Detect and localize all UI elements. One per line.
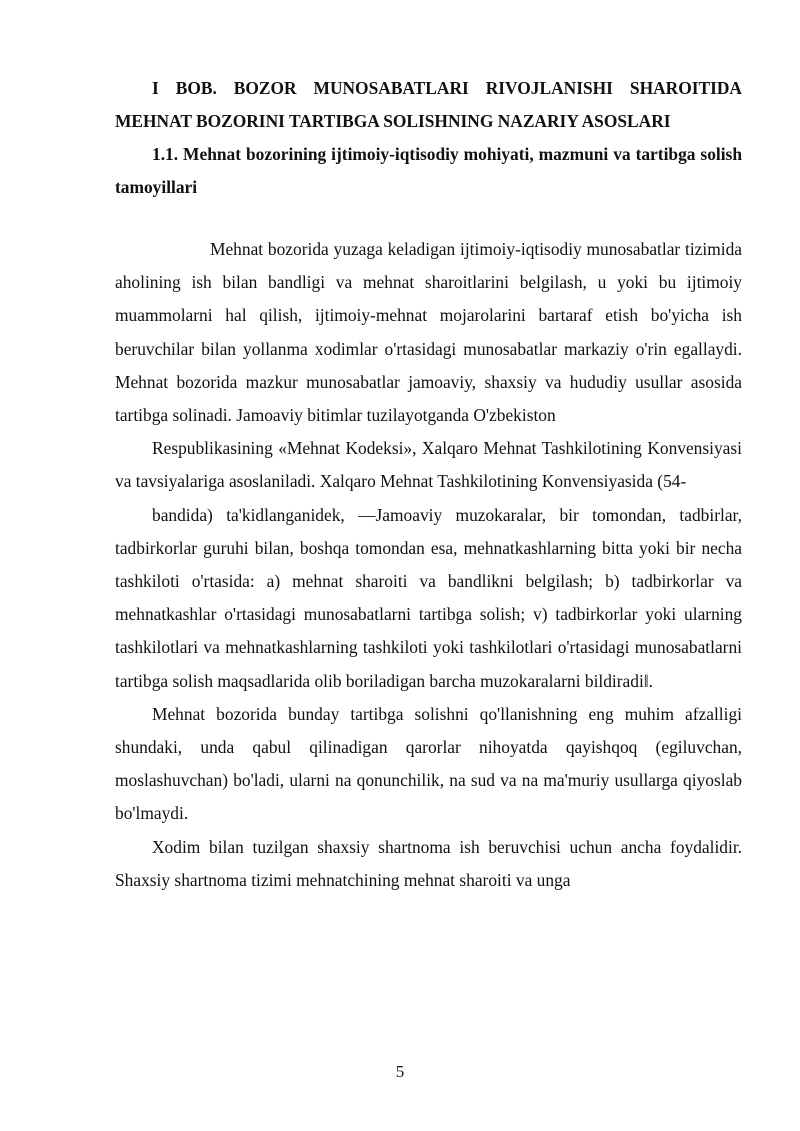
page-content <box>115 72 742 897</box>
paragraph-5: Xodim bilan tuzilgan shaxsiy shartnoma ish beruvchisi uchun ancha foydalidir. Shaxsiy shartnoma tizimi mehnatchining mehnat sharoiti va unga <box>115 836 742 890</box>
paragraph-4: Mehnat bozorida bunday tartibga solishni qo'llanishning eng muhim afzalligi shundaki, unda qabul qilinadigan qarorlar nihoyatda qayishqoq (egiluvchan, moslashuvchan) bo'ladi, ularni na qonunchilik, na sud va na ma'muriy usullarga qiyoslab bo'lmaydi. <box>115 703 742 824</box>
paragraph-1: Mehnat bozorida yuzaga keladigan ijtimoiy-iqtisodiy munosabatlar tizimida aholining ish bilan bandligi va mehnat sharoitlarini belgilash, u yoki bu ijtimoiy muammolarni hal qilish, ijtimoiy-mehnat mojarolarini bartaraf etish bo'yicha ish beruvchilar bilan yollanma xodimlar o'rtasidagi munosabatlar markaziy o'rin egallaydi. Mehnat bozorida mazkur munosabatlar jamoaviy, shaxsiy va hududiy usullar asosida tartibga solinadi. Jamoaviy bitimlar tuzilayotganda O'zbekiston <box>115 239 742 426</box>
paragraph-3: bandida) ta'kidlanganidek, ―Jamoaviy muzokaralar, bir tomondan, tadbirlar, tadbirkorlar guruhi bilan, boshqa tomondan esa, mehnatkashlarning bitta yoki bir necha tashkiloti o'rtasida: a) mehnat sharoiti va bandlikni belgilash; b) tadbirkorlar va mehnatkashlar o'rtasidagi munosabatlarni tartibga solish; v) tadbirkorlar yoki ularning tashkilotlari va mehnatkashlarning tashkiloti yoki tashkilotlari o'rtasidagi munosabatlarni tartibga solish maqsadlarida olib boriladigan barcha muzokaralarni bildiradi‖. <box>115 504 742 691</box>
section-title: 1.1. Mehnat bozorining ijtimoiy-iqtisodiy mohiyati, mazmuni va tartibga solish tamoyillari <box>115 144 742 197</box>
paragraph-2: Respublikasining «Mehnat Kodeksi», Xalqaro Mehnat Tashkilotining Konvensiyasi va tavsiyalariga asoslaniladi. Xalqaro Mehnat Tashkilotining Konvensiyasida (54- <box>115 438 742 492</box>
page-number: 5 <box>395 1062 405 1081</box>
chapter-title: I BOB. BOZOR MUNOSABATLARI RIVOJLANISHI SHAROITIDA MEHNAT BOZORINI TARTIBGA SOLISHNING NAZARIY ASOSLARI <box>115 78 742 131</box>
